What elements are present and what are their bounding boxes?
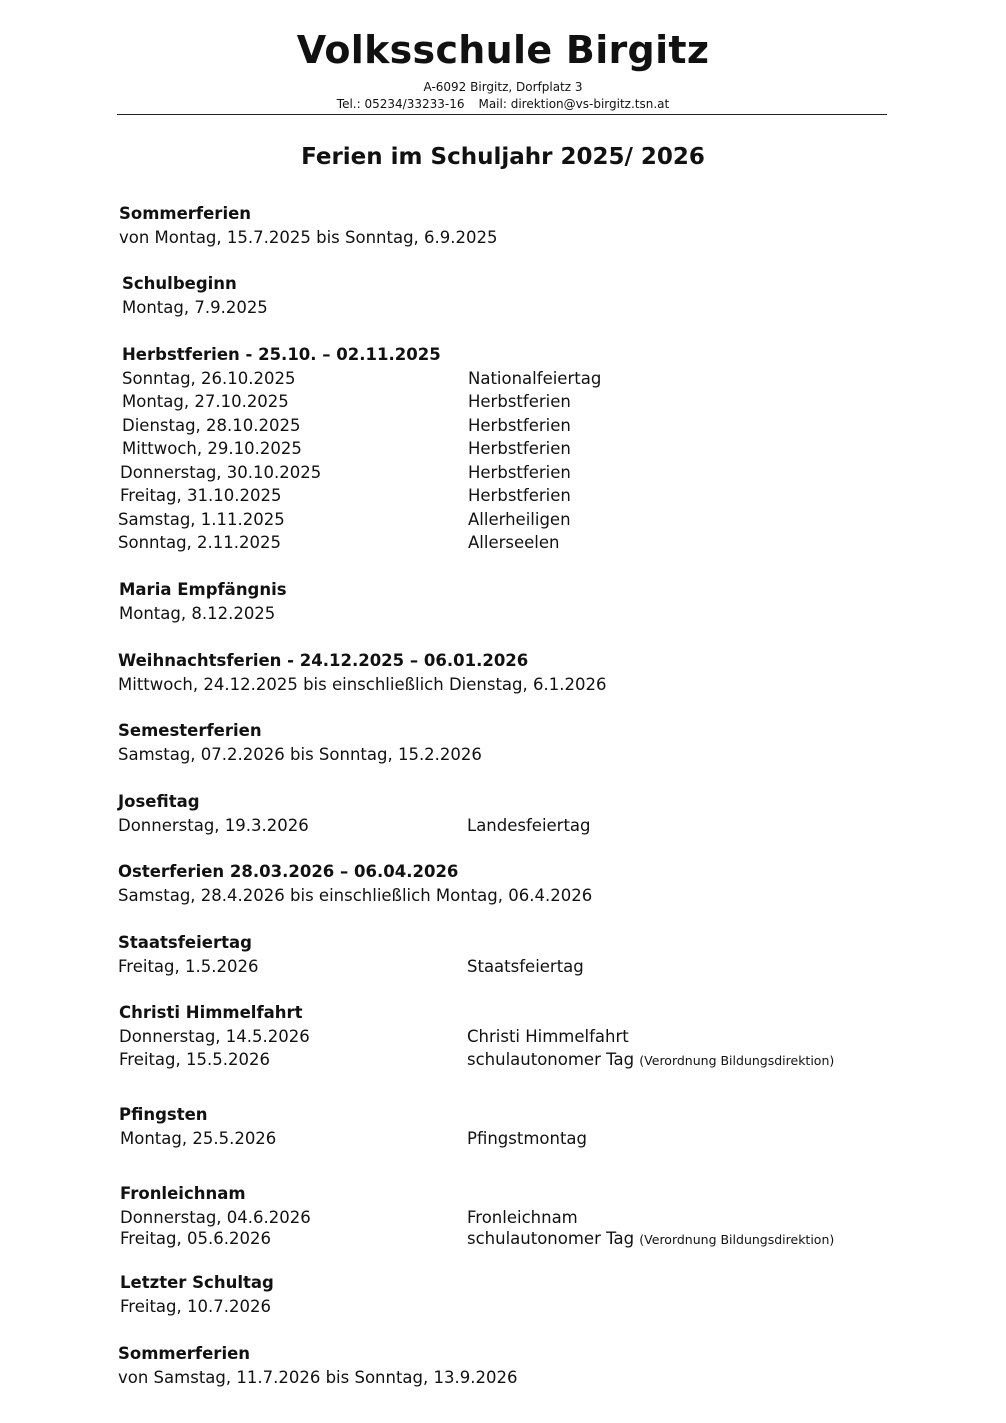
section-heading: Fronleichnam bbox=[120, 1184, 246, 1203]
section-josefitag bbox=[118, 790, 878, 837]
school-contact bbox=[0, 96, 1006, 112]
table-row bbox=[119, 1025, 879, 1049]
section-heading: Sommerferien bbox=[118, 1344, 251, 1363]
row-date: Freitag, 31.10.2025 bbox=[120, 486, 282, 505]
row-date: Montag, 25.5.2026 bbox=[120, 1128, 277, 1148]
phone-number: Tel.: 05234/33233-16 bbox=[336, 97, 465, 111]
section-sommerferien-2026 bbox=[118, 1342, 517, 1389]
section-heading: Josefitag bbox=[118, 792, 200, 811]
section-staatsfeiertag bbox=[118, 931, 878, 978]
section-letzter-schultag bbox=[120, 1271, 274, 1318]
section-fronleichnam bbox=[120, 1182, 880, 1251]
table-row bbox=[120, 1227, 880, 1251]
row-note-text: schulautonomer Tag bbox=[467, 1229, 635, 1248]
table-row bbox=[120, 414, 880, 438]
section-osterferien bbox=[118, 860, 592, 907]
row-note: Herbstferien bbox=[468, 392, 571, 411]
table-row bbox=[120, 461, 880, 485]
row-note: Landesfeiertag bbox=[467, 815, 591, 835]
section-text: Montag, 7.9.2025 bbox=[122, 297, 268, 317]
table-row bbox=[120, 484, 880, 508]
table-row bbox=[120, 508, 880, 532]
row-note: Nationalfeiertag bbox=[468, 368, 602, 388]
row-date: Montag, 27.10.2025 bbox=[122, 392, 289, 411]
row-note: Herbstferien bbox=[468, 486, 571, 505]
row-note bbox=[467, 1227, 834, 1252]
section-schulbeginn bbox=[122, 272, 268, 319]
row-date: Sonntag, 26.10.2025 bbox=[122, 368, 296, 388]
table-row bbox=[120, 531, 880, 555]
section-heading: Osterferien 28.03.2026 – 06.04.2026 bbox=[118, 862, 459, 881]
section-text: Freitag, 10.7.2026 bbox=[120, 1296, 271, 1316]
section-sommerferien-2025 bbox=[119, 202, 498, 249]
section-text: von Samstag, 11.7.2026 bis Sonntag, 13.9.2026 bbox=[118, 1367, 518, 1387]
row-date: Freitag, 15.5.2026 bbox=[119, 1050, 270, 1069]
school-name: Volksschule Birgitz bbox=[296, 28, 710, 72]
table-row bbox=[119, 1048, 879, 1072]
header-divider bbox=[117, 114, 887, 115]
table-row bbox=[119, 1127, 879, 1151]
row-note bbox=[467, 1048, 834, 1073]
section-text: Montag, 8.12.2025 bbox=[119, 603, 276, 623]
section-heading: Semesterferien bbox=[118, 721, 262, 740]
section-heading: Herbstferien - 25.10. – 02.11.2025 bbox=[122, 345, 441, 364]
section-text: von Montag, 15.7.2025 bis Sonntag, 6.9.2025 bbox=[119, 227, 498, 247]
row-note: Herbstferien bbox=[468, 415, 571, 435]
row-date: Samstag, 1.11.2025 bbox=[118, 509, 285, 529]
section-heading: Maria Empfängnis bbox=[119, 580, 287, 599]
mail-address: Mail: direktion@vs-birgitz.tsn.at bbox=[478, 97, 670, 111]
section-text: Samstag, 07.2.2026 bis Sonntag, 15.2.2026 bbox=[118, 744, 482, 764]
section-heading: Schulbeginn bbox=[122, 274, 237, 293]
school-address: A-6092 Birgitz, Dorfplatz 3 bbox=[423, 80, 583, 94]
section-heading: Christi Himmelfahrt bbox=[119, 1003, 303, 1022]
row-date: Donnerstag, 19.3.2026 bbox=[118, 815, 309, 835]
row-date: Freitag, 05.6.2026 bbox=[120, 1229, 271, 1248]
section-text: Samstag, 28.4.2026 bis einschließlich Montag, 06.4.2026 bbox=[118, 885, 593, 905]
table-row bbox=[120, 367, 880, 391]
section-heading: Staatsfeiertag bbox=[118, 933, 252, 952]
section-heading: Pfingsten bbox=[119, 1105, 208, 1124]
section-weihnachtsferien bbox=[118, 649, 606, 696]
section-semesterferien bbox=[118, 719, 482, 766]
row-date: Freitag, 1.5.2026 bbox=[118, 956, 259, 976]
row-note-small: (Verordnung Bildungsdirektion) bbox=[639, 1053, 835, 1068]
row-note: Allerheiligen bbox=[468, 509, 571, 529]
section-herbstferien bbox=[120, 343, 880, 555]
section-heading: Letzter Schultag bbox=[120, 1273, 274, 1292]
table-row bbox=[120, 1206, 880, 1228]
row-note: Christi Himmelfahrt bbox=[467, 1026, 629, 1046]
table-row bbox=[118, 814, 878, 838]
row-note-small: (Verordnung Bildungsdirektion) bbox=[639, 1232, 835, 1247]
section-christi-himmelfahrt bbox=[119, 1001, 879, 1072]
row-date: Dienstag, 28.10.2025 bbox=[122, 415, 301, 435]
row-date: Donnerstag, 14.5.2026 bbox=[119, 1026, 310, 1046]
row-date: Sonntag, 2.11.2025 bbox=[118, 533, 282, 552]
row-note: Herbstferien bbox=[468, 462, 571, 482]
section-heading: Sommerferien bbox=[119, 204, 252, 223]
row-note: Staatsfeiertag bbox=[467, 956, 584, 976]
page-title: Ferien im Schuljahr 2025/ 2026 bbox=[301, 144, 705, 170]
row-note: Herbstferien bbox=[468, 439, 571, 458]
row-date: Donnerstag, 04.6.2026 bbox=[120, 1207, 311, 1227]
section-text: Mittwoch, 24.12.2025 bis einschließlich Dienstag, 6.1.2026 bbox=[118, 674, 607, 694]
section-heading: Weihnachtsferien - 24.12.2025 – 06.01.2026 bbox=[118, 651, 529, 670]
row-note: Fronleichnam bbox=[467, 1207, 578, 1227]
row-date: Donnerstag, 30.10.2025 bbox=[120, 462, 322, 482]
row-date: Mittwoch, 29.10.2025 bbox=[122, 439, 302, 458]
table-row bbox=[120, 390, 880, 414]
row-note: Allerseelen bbox=[468, 533, 560, 552]
row-note-text: schulautonomer Tag bbox=[467, 1050, 635, 1069]
row-note: Pfingstmontag bbox=[467, 1128, 588, 1148]
section-pfingsten bbox=[119, 1103, 879, 1150]
table-row bbox=[118, 955, 878, 979]
section-maria-empfaengnis bbox=[119, 578, 287, 625]
table-row bbox=[120, 437, 880, 461]
